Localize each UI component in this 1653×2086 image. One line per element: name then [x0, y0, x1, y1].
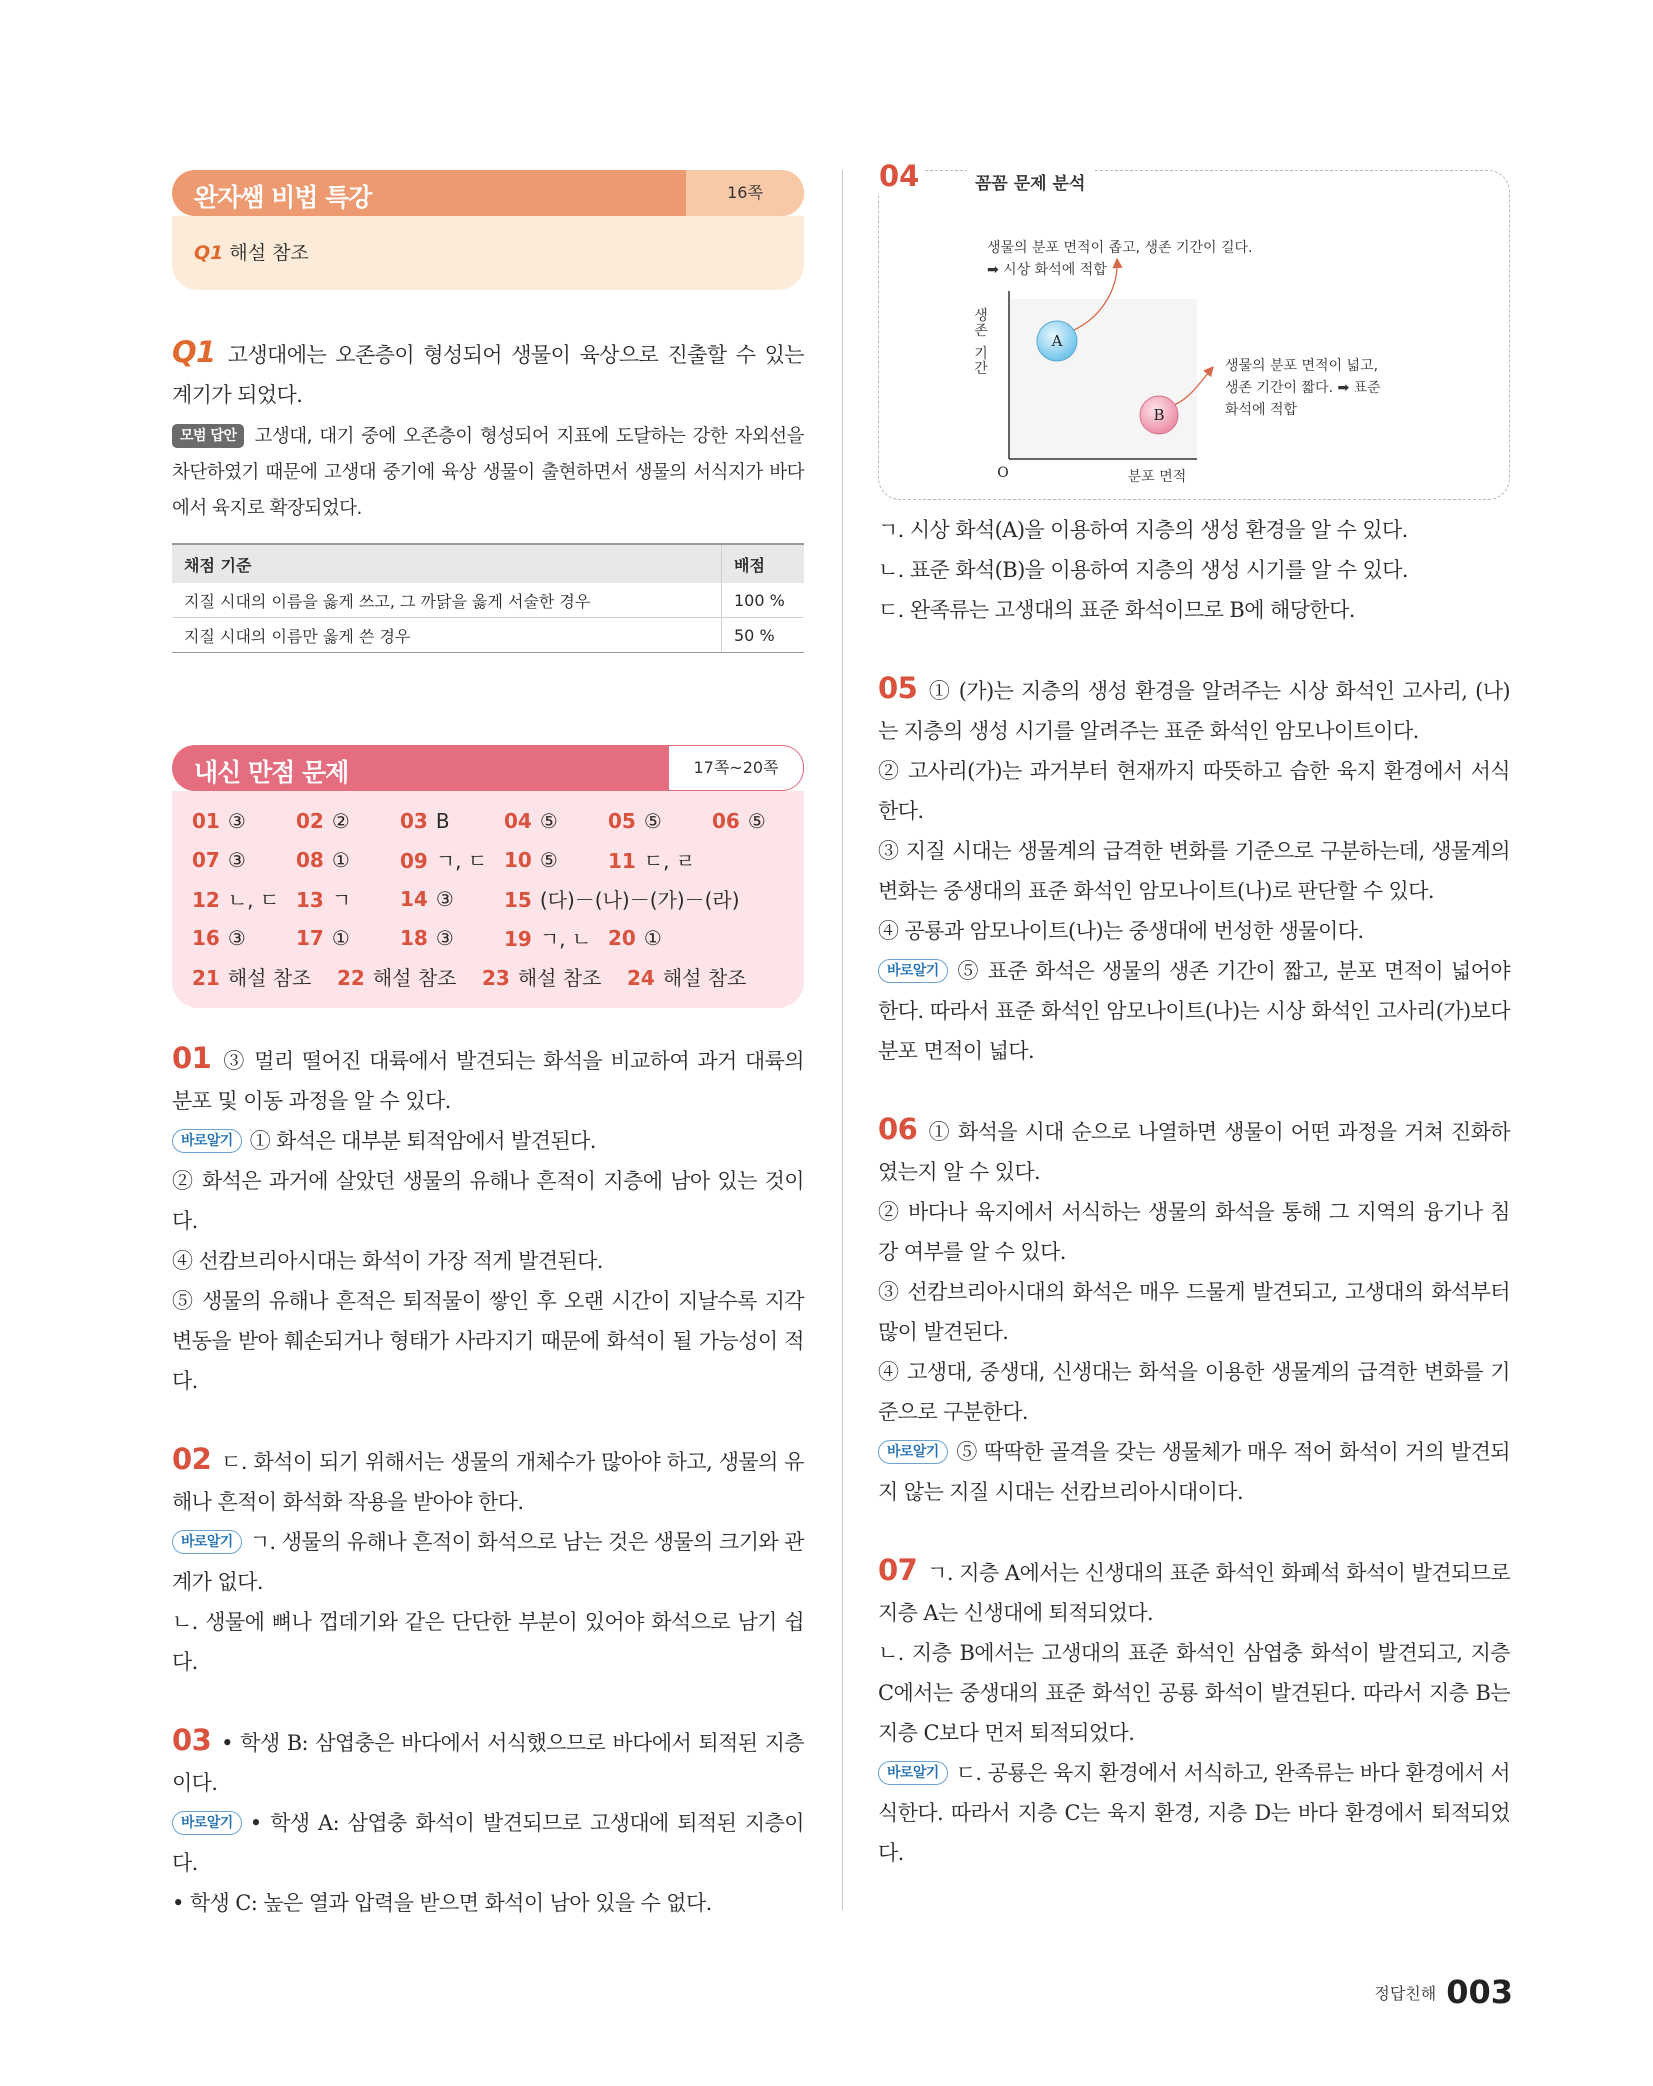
- answer-05-line: ④ 공룡과 암모나이트(나)는 중생대에 번성한 생물이다.: [878, 919, 1364, 943]
- answer-row: [192, 918, 784, 957]
- answer-05-number: 05: [878, 671, 918, 705]
- y-axis-char: 생: [974, 308, 988, 324]
- q1-mark: Q1: [194, 242, 224, 264]
- answer-row: [192, 840, 784, 879]
- answer-03-number: 03: [172, 1723, 212, 1757]
- scoring-criteria-cell: 지질 시대의 이름을 옳게 쓰고, 그 까닭을 옳게 서술한 경우: [172, 583, 722, 618]
- answer-item: 12 ㄴ, ㄷ: [192, 888, 280, 912]
- answer-item: 08 ①: [296, 847, 350, 872]
- answer-02-line: ㄴ. 생물에 뼈나 껍데기와 같은 단단한 부분이 있어야 화석으로 남기 쉽다.: [172, 1610, 804, 1674]
- barogi-badge: 바로알기: [172, 1530, 242, 1554]
- barogi-badge: 바로알기: [172, 1811, 242, 1835]
- barogi-badge: 바로알기: [172, 1129, 242, 1153]
- answer-grid: [172, 791, 804, 1008]
- answer-01-text: ③ 멀리 떨어진 대륙에서 발견되는 화석을 비교하여 과거 대륙의 분포 및 이동 과정을 알 수 있다.: [172, 1049, 804, 1113]
- answer-06-text: ① 화석을 시대 순으로 나열하면 생물이 어떤 과정을 거쳐 진화하였는지 알 수 있다.: [878, 1120, 1510, 1184]
- answer-06-number: 06: [878, 1112, 918, 1146]
- fossil-diagram: [879, 171, 1511, 499]
- special-lecture-page: 16쪽: [686, 170, 804, 216]
- answer-03-line: • 학생 C: 높은 열과 압력을 받으면 화석이 남아 있을 수 없다.: [172, 1891, 712, 1915]
- special-lecture-body: [172, 216, 804, 290]
- answer-04-line: ㄱ. 시상 화석(A)을 이용하여 지층의 생성 환경을 알 수 있다.: [878, 518, 1408, 542]
- answer-07: [878, 1550, 1510, 1873]
- model-answer-badge: 모범 답안: [172, 424, 244, 448]
- origin-label: O: [997, 465, 1009, 481]
- barogi-badge: 바로알기: [878, 1440, 948, 1464]
- y-axis-char: 간: [974, 361, 988, 377]
- exam-box: [172, 745, 804, 1008]
- answer-item: 10 ⑤: [504, 847, 558, 872]
- answer-02-fix: ㄱ. 생물의 유해나 흔적이 화석으로 남는 것은 생물의 크기와 관계가 없다.: [172, 1530, 804, 1594]
- answer-04-line: ㄷ. 완족류는 고생대의 표준 화석이므로 B에 해당한다.: [878, 598, 1355, 622]
- scoring-table: [172, 543, 804, 653]
- q1-note: 해설 참조: [229, 242, 309, 264]
- scoring-header-points: 배점: [722, 544, 805, 583]
- answer-item: 16 ③: [192, 925, 246, 950]
- answer-item: 04 ⑤: [504, 808, 558, 833]
- answer-item: 18 ③: [400, 925, 454, 950]
- note-b-line: 생존 기간이 짧다. ➡ 표준: [1225, 380, 1381, 396]
- answer-row: [192, 957, 784, 996]
- special-lecture-header: [172, 170, 804, 216]
- answer-item: 15 (다)－(나)－(가)－(라): [504, 888, 740, 912]
- table-row: [172, 618, 804, 653]
- answer-02-number: 02: [172, 1442, 212, 1476]
- answer-item: 19 ㄱ, ㄴ: [504, 927, 592, 951]
- model-answer-text: 고생대, 대기 중에 오존층이 형성되어 지표에 도달하는 강한 자외선을 차단하였기 때문에 고생대 중기에 육상 생물이 출현하면서 생물의 서식지가 바다에서 육지로 확장되었다.: [172, 426, 804, 519]
- scoring-points-cell: 50 %: [722, 618, 805, 653]
- exam-page: 17쪽~20쪽: [668, 745, 804, 791]
- answer-item: 01 ③: [192, 808, 246, 833]
- answer-07-fix: ㄷ. 공룡은 육지 환경에서 서식하고, 완족류는 바다 환경에서 서식한다. 따라서 지층 C는 육지 환경, 지층 D는 바다 환경에서 퇴적되었다.: [878, 1761, 1510, 1865]
- answer-item: 11 ㄷ, ㄹ: [608, 849, 696, 873]
- answer-04-line: ㄴ. 표준 화석(B)을 이용하여 지층의 생성 시기를 알 수 있다.: [878, 558, 1408, 582]
- note-a-line: ➡ 시상 화석에 적합: [987, 262, 1107, 278]
- y-axis-char: 기: [974, 346, 988, 362]
- left-column: [172, 170, 804, 1923]
- right-column: [878, 159, 1510, 1873]
- barogi-badge: 바로알기: [878, 1761, 948, 1785]
- answer-01-line: ⑤ 생물의 유해나 흔적은 퇴적물이 쌓인 후 오랜 시간이 지날수록 지각 변동을 받아 훼손되거나 형태가 사라지기 때문에 화석이 될 가능성이 적다.: [172, 1289, 804, 1393]
- answer-item: 22 해설 참조: [337, 966, 457, 990]
- answer-05-line: ② 고사리(가)는 과거부터 현재까지 따뜻하고 습한 육지 환경에서 서식한다.: [878, 759, 1510, 823]
- answer-07-line: ㄴ. 지층 B에서는 고생대의 표준 화석인 삼엽충 화석이 발견되고, 지층 C에서는 중생대의 표준 화석인 공룡 화석이 발견된다. 따라서 지층 B는 지층 C보다 먼저 퇴적되었다.: [878, 1641, 1510, 1745]
- special-lecture-q: [194, 238, 309, 265]
- q1-label: Q1: [172, 335, 216, 369]
- answer-05-text: ① (가)는 지층의 생성 환경을 알려주는 시상 화석인 고사리, (나)는 지층의 생성 시기를 알려주는 표준 화석인 암모나이트이다.: [878, 679, 1510, 743]
- scoring-criteria-cell: 지질 시대의 이름만 옳게 쓴 경우: [172, 618, 722, 653]
- answer-item: 21 해설 참조: [192, 966, 312, 990]
- answer-01-line: ④ 선캄브리아시대는 화석이 가장 적게 발견된다.: [172, 1249, 603, 1273]
- answer-row: [192, 879, 784, 918]
- answer-04-number: 04: [873, 159, 925, 193]
- special-lecture-title: 완자쌤 비법 특강: [194, 183, 372, 212]
- answer-02-text: ㄷ. 화석이 되기 위해서는 생물의 개체수가 많아야 하고, 생물의 유해나 흔적이 화석화 작용을 받아야 한다.: [172, 1450, 804, 1514]
- footer-label: 정답친해: [1374, 1984, 1437, 2003]
- page-footer: [1374, 1973, 1513, 2011]
- barogi-badge: 바로알기: [878, 959, 948, 983]
- point-a-label: A: [1051, 332, 1063, 350]
- answer-03-text: • 학생 B: 삼엽충은 바다에서 서식했으므로 바다에서 퇴적된 지층이다.: [172, 1731, 804, 1795]
- answer-item: 03 B: [400, 808, 450, 833]
- answer-item: 06 ⑤: [712, 808, 766, 833]
- answer-item: 02 ②: [296, 808, 350, 833]
- answer-item: 23 해설 참조: [482, 966, 602, 990]
- answer-item: 07 ③: [192, 847, 246, 872]
- answer-item: 24 해설 참조: [627, 966, 747, 990]
- answer-01-fix: ① 화석은 대부분 퇴적암에서 발견된다.: [249, 1129, 596, 1153]
- answer-06-line: ④ 고생대, 중생대, 신생대는 화석을 이용한 생물계의 급격한 변화를 기준으로 구분한다.: [878, 1360, 1510, 1424]
- q1-answer-text: 고생대에는 오존층이 형성되어 생물이 육상으로 진출할 수 있는 계기가 되었다.: [172, 343, 804, 407]
- answer-item: 05 ⑤: [608, 808, 662, 833]
- answer-03-fix: • 학생 A: 삼엽충 화석이 발견되므로 고생대에 퇴적된 지층이다.: [172, 1811, 804, 1875]
- answer-02: [172, 1439, 804, 1682]
- x-axis-label: 분포 면적: [1127, 469, 1187, 485]
- answer-07-text: ㄱ. 지층 A에서는 신생대의 표준 화석인 화폐석 화석이 발견되므로 지층 A는 신생대에 퇴적되었다.: [878, 1561, 1510, 1625]
- point-b-label: B: [1153, 406, 1165, 424]
- note-b-line: 생물의 분포 면적이 넓고,: [1225, 358, 1379, 374]
- answer-item: 13 ㄱ: [296, 888, 352, 912]
- answer-05-line: ③ 지질 시대는 생물계의 급격한 변화를 기준으로 구분하는데, 생물계의 변화는 중생대의 표준 화석인 암모나이트(나)로 판단할 수 있다.: [878, 839, 1510, 903]
- analysis-tag: 꼼꼼 문제 분석: [967, 169, 1093, 194]
- answer-01: [172, 1038, 804, 1401]
- y-axis-char: 존: [974, 323, 988, 339]
- answer-04: [878, 510, 1510, 630]
- analysis-diagram-box: [878, 159, 1510, 500]
- answer-06-line: ② 바다나 육지에서 서식하는 생물의 화석을 통해 그 지역의 융기나 침강 여부를 알 수 있다.: [878, 1200, 1510, 1264]
- note-b-line: 화석에 적합: [1225, 402, 1298, 418]
- answer-01-number: 01: [172, 1041, 212, 1075]
- plot-area: [1009, 299, 1197, 459]
- answer-05: [878, 668, 1510, 1071]
- scoring-header-row: [172, 544, 804, 583]
- answer-item: 20 ①: [608, 925, 662, 950]
- answer-item: 14 ③: [400, 886, 454, 911]
- column-divider: [842, 170, 843, 1910]
- answer-06-fix: ⑤ 딱딱한 골격을 갖는 생물체가 매우 적어 화석이 거의 발견되지 않는 지질 시대는 선캄브리아시대이다.: [878, 1440, 1510, 1504]
- answer-05-fix: ⑤ 표준 화석은 생물의 생존 기간이 짧고, 분포 면적이 넓어야 한다. 따라서 표준 화석인 암모나이트(나)는 시상 화석인 고사리(가)보다 분포 면적이 넓다.: [878, 959, 1510, 1063]
- answer-06-line: ③ 선캄브리아시대의 화석은 매우 드물게 발견되고, 고생대의 화석부터 많이 발견된다.: [878, 1280, 1510, 1344]
- exam-title: 내신 만점 문제: [194, 758, 349, 787]
- answer-item: 17 ①: [296, 925, 350, 950]
- special-lecture-box: [172, 170, 804, 290]
- scoring-header-criteria: 채점 기준: [172, 544, 722, 583]
- scoring-points-cell: 100 %: [722, 583, 805, 618]
- table-row: [172, 583, 804, 618]
- exam-header: [172, 745, 804, 791]
- answer-03: [172, 1720, 804, 1923]
- answer-row: [192, 801, 784, 840]
- model-answer: [172, 419, 804, 527]
- answer-07-number: 07: [878, 1553, 918, 1587]
- note-a-line: 생물의 분포 면적이 좁고, 생존 기간이 길다.: [987, 240, 1253, 256]
- answer-q1: [172, 332, 804, 415]
- answer-item: 09 ㄱ, ㄷ: [400, 849, 488, 873]
- page-number: 003: [1446, 1973, 1513, 2011]
- answer-06: [878, 1109, 1510, 1512]
- answer-01-line: ② 화석은 과거에 살았던 생물의 유해나 흔적이 지층에 남아 있는 것이다.: [172, 1169, 804, 1233]
